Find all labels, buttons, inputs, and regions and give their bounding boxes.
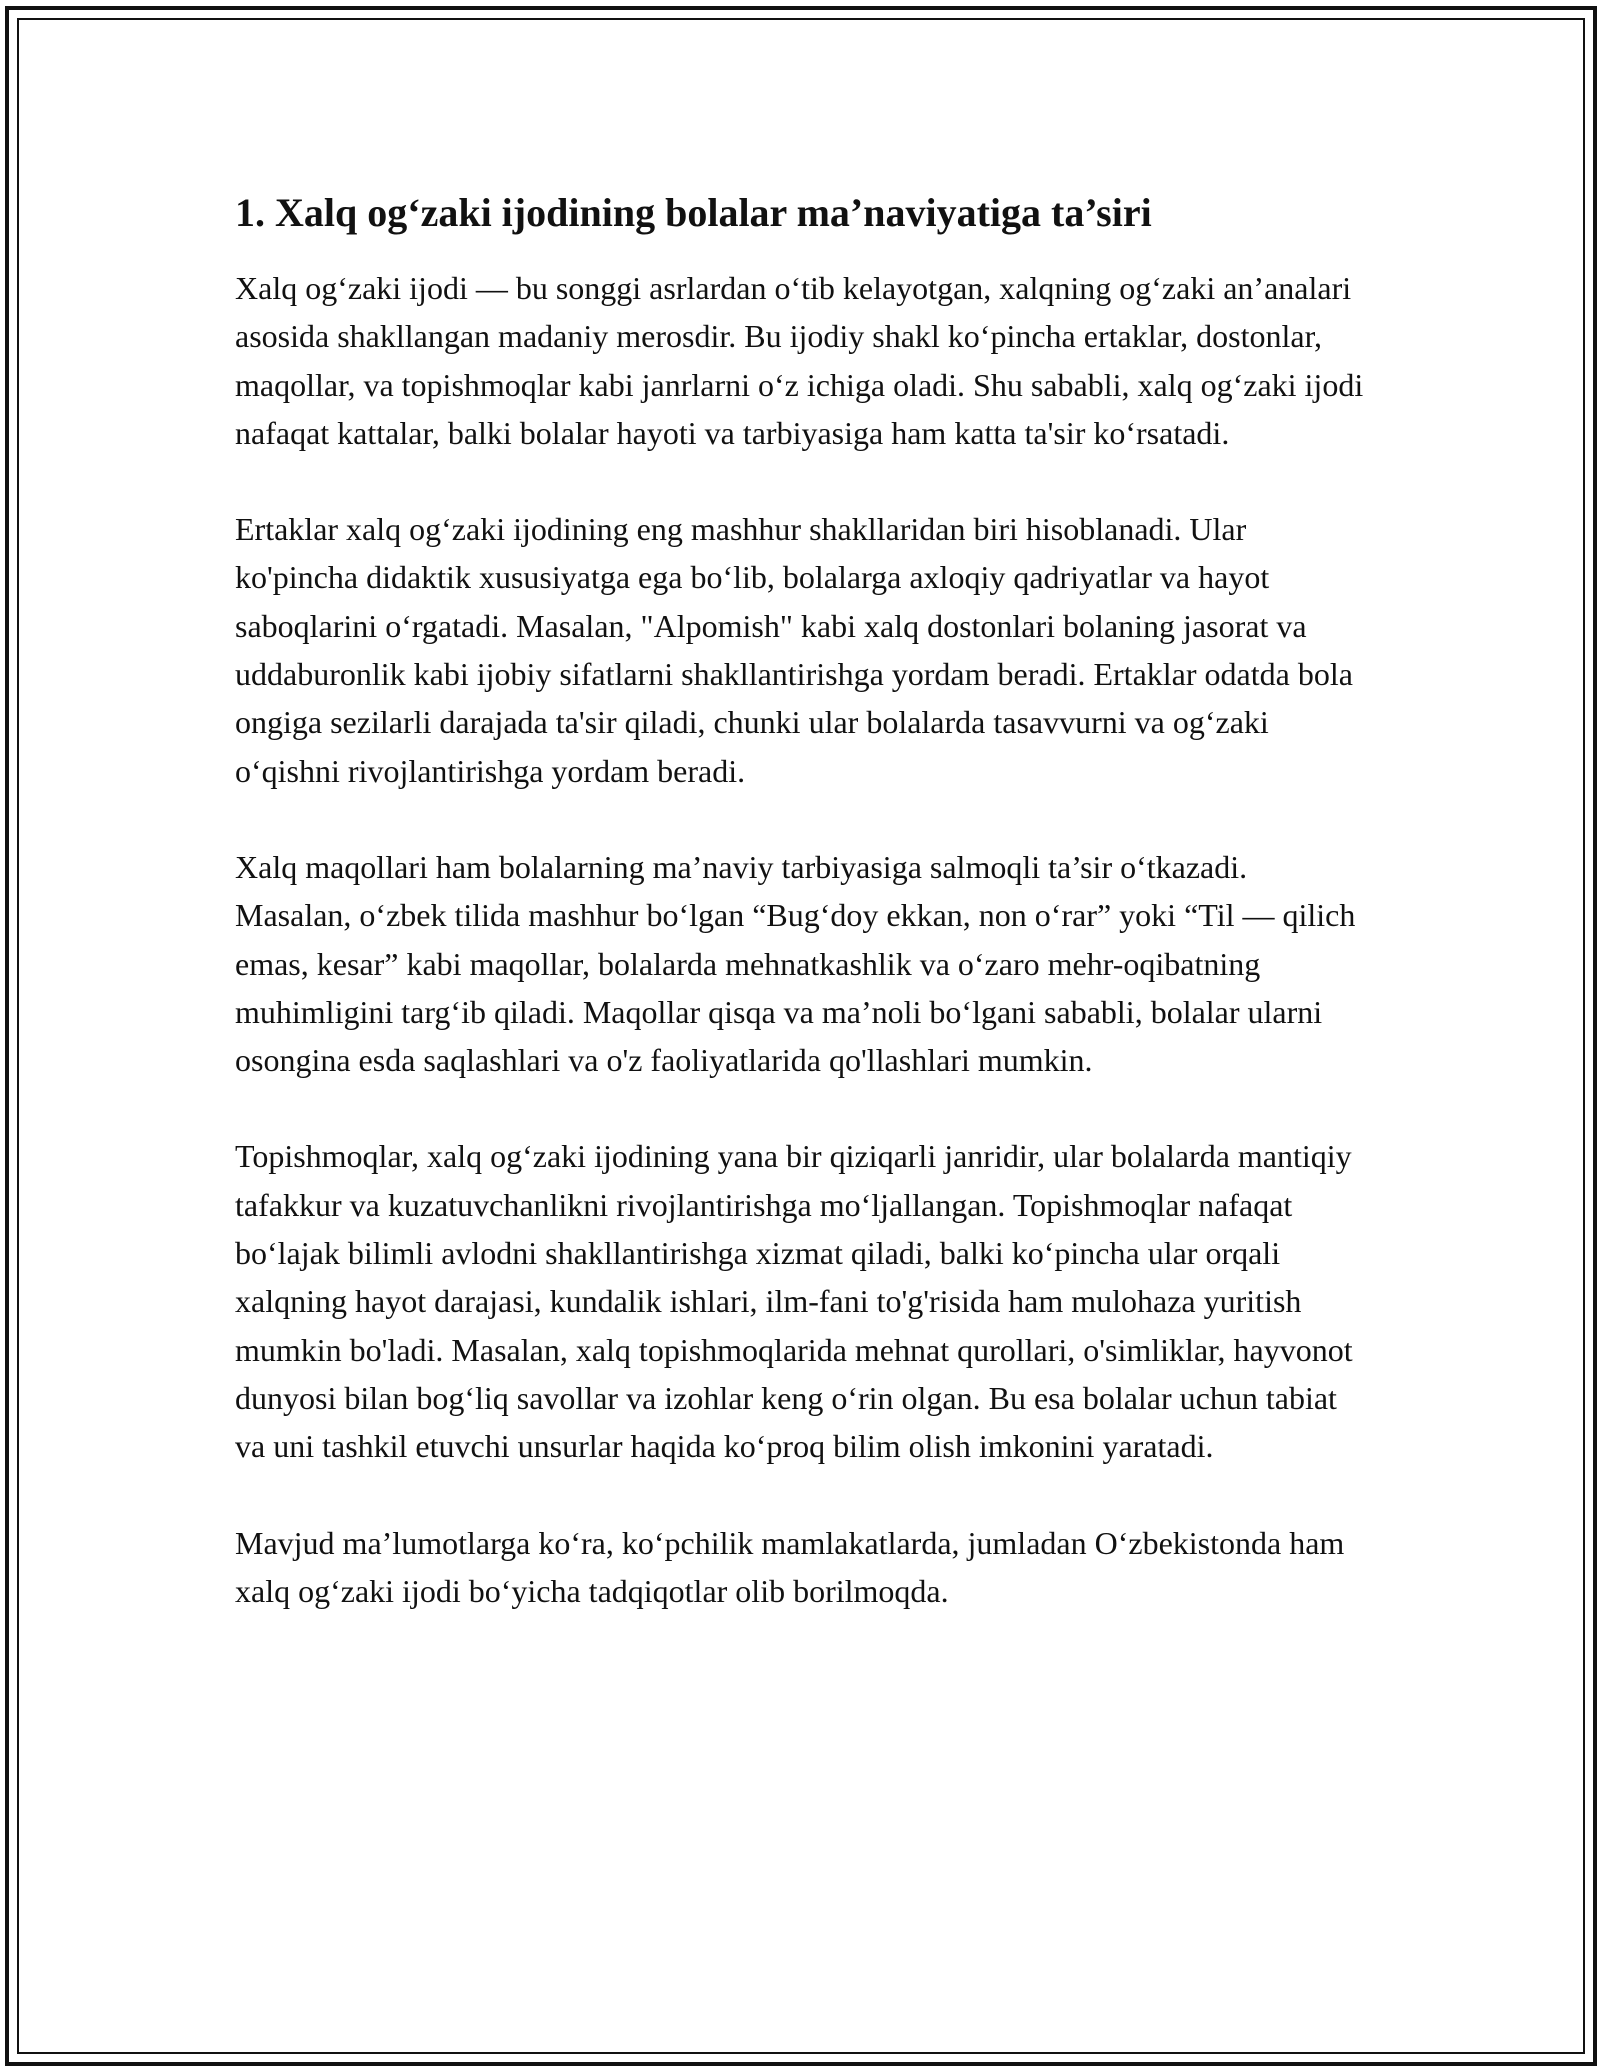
paragraph-research: Mavjud ma’lumotlarga ko‘ra, ko‘pchilik mamlakatlarda, jumladan O‘zbekistonda ham xalq og‘zaki ijodi bo‘yicha tadqiqotlar olib borilmoqda. (235, 1524, 1345, 1609)
paragraph-fairy-tales: Ertaklar xalq og‘zaki ijodining eng mashhur shakllaridan biri hisoblanadi. Ular ko'pincha didaktik xususiyatga ega bo‘lib, bolalarga axloqiy qadriyatlar va hayot saboqlarini o‘rgatadi. Masalan, "Alpomish" kabi xalq dostonlari bolaning jasorat va uddaburonlik kabi ijobiy sifatlarni shakllantirishga yordam beradi. Ertaklar odatda bola ongiga sezilarli darajada ta'sir qiladi, chunki ular bolalarda tasavvurni va og‘zaki o‘qishni rivojlantirishga yordam beradi. (235, 511, 1353, 789)
document-body (235, 188, 1370, 1663)
paragraph-riddles: Topishmoqlar, xalq og‘zaki ijodining yana bir qiziqarli janridir, ular bolalarda mantiqiy tafakkur va kuzatuvchanlikni rivojlantirishga mo‘ljallangan. Topishmoqlar nafaqat bo‘lajak bilimli avlodni shakllantirishga xizmat qiladi, balki ko‘pincha ular orqali xalqning hayot darajasi, kundalik ishlari, ilm-fani to'g'risida ham mulohaza yuritish mumkin bo'ladi. Masalan, xalq topishmoqlarida mehnat qurollari, o'simliklar, hayvonot dunyosi bilan bog‘liq savollar va izohlar keng o‘rin olgan. Bu esa bolalar uchun tabiat va uni tashkil etuvchi unsurlar haqida ko‘proq bilim olish imkonini yaratadi. (235, 1138, 1353, 1465)
section-heading: 1. Xalq og‘zaki ijodining bolalar ma’naviyatiga ta’siri (235, 190, 1152, 235)
paragraph-proverbs: Xalq maqollari ham bolalarning ma’naviy tarbiyasiga salmoqli ta’sir o‘tkazadi. Masalan, o‘zbek tilida mashhur bo‘lgan “Bug‘doy ekkan, non o‘rar” yoki “Til — qilich emas, kesar” kabi maqollar, bolalarda mehnatkashlik va o‘zaro mehr-oqibatning muhimligini targ‘ib qiladi. Maqollar qisqa va ma’noli bo‘lgani sababli, bolalar ularni osongina esda saqlashlari va o'z faoliyatlarida qo'llashlari mumkin. (235, 848, 1356, 1079)
paragraph-intro: Xalq og‘zaki ijodi — bu songgi asrlardan o‘tib kelayotgan, xalqning og‘zaki an’analari asosida shakllangan madaniy merosdir. Bu ijodiy shakl ko‘pincha ertaklar, dostonlar, maqollar, va topishmoqlar kabi janrlarni o‘z ichiga oladi. Shu sababli, xalq og‘zaki ijodi nafaqat kattalar, balki bolalar hayoti va tarbiyasiga ham katta ta'sir ko‘rsatadi. (235, 270, 1364, 451)
